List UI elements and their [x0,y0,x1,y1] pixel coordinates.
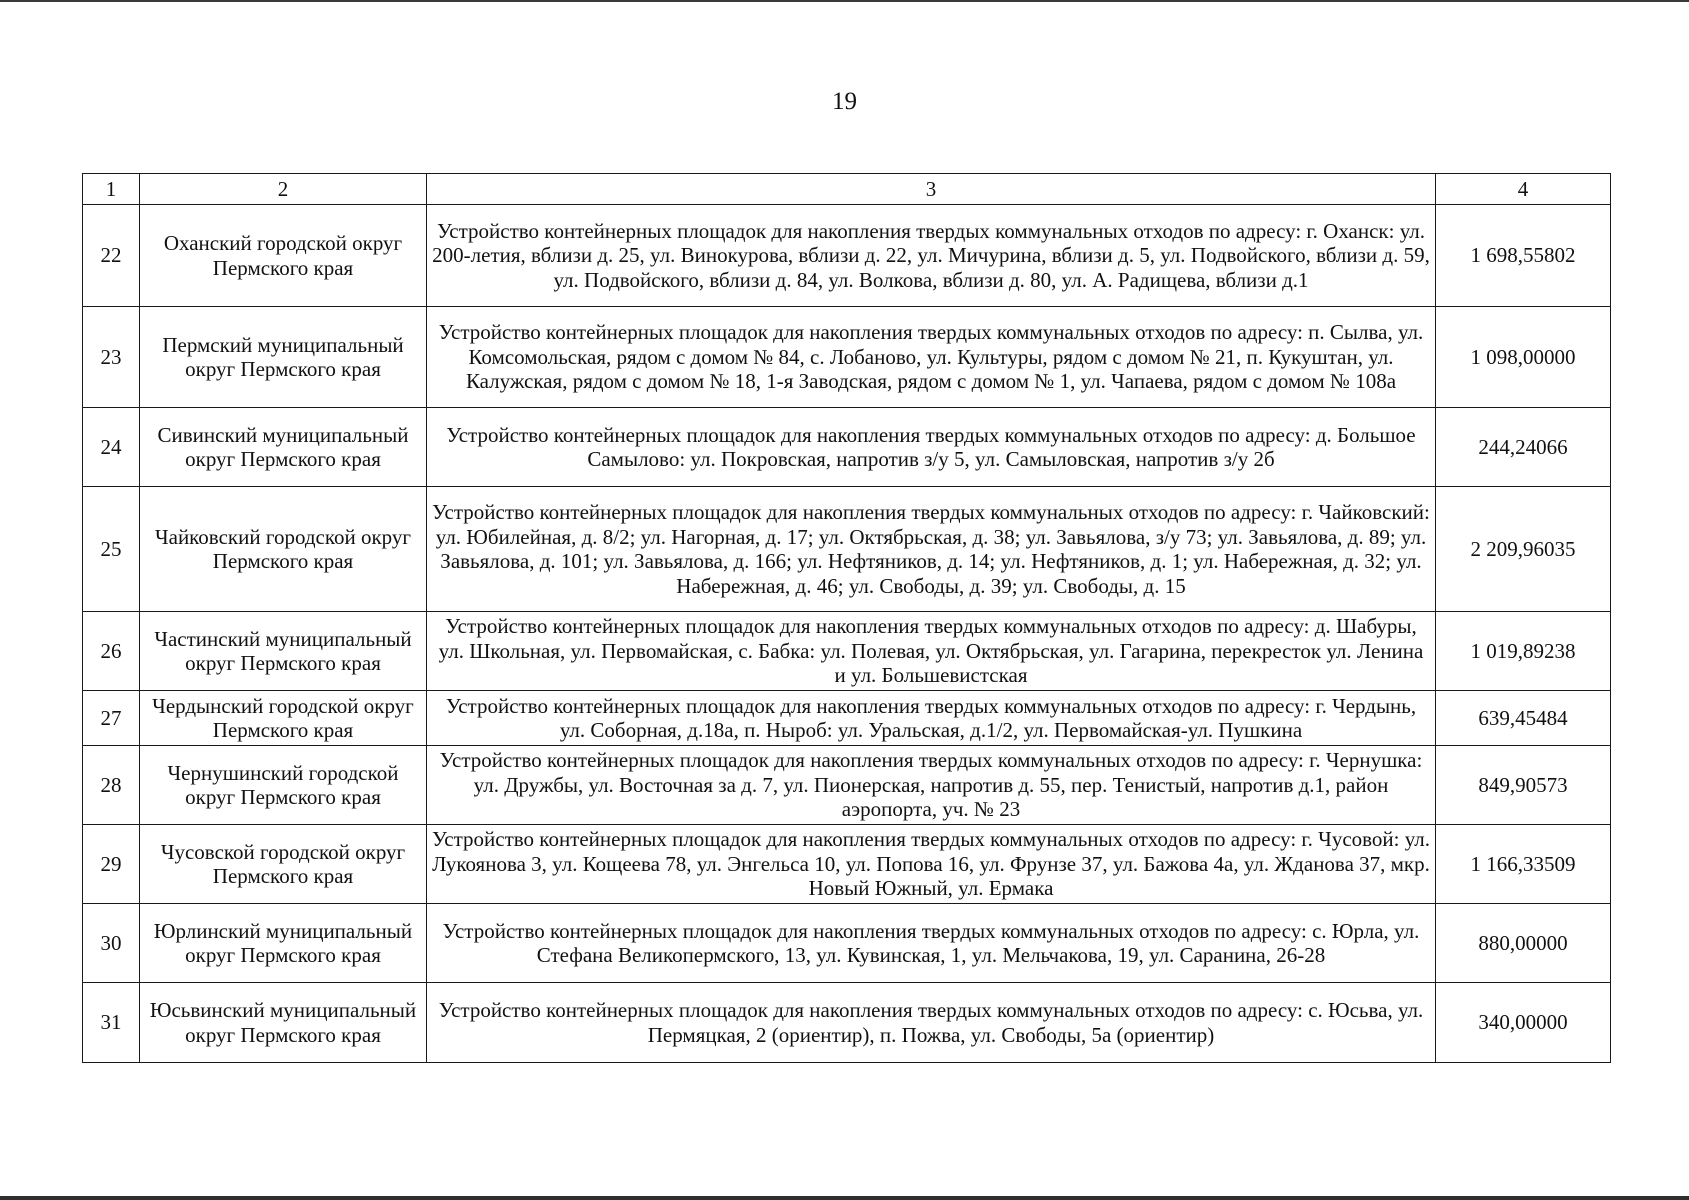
table-row [83,825,1611,904]
row-number: 22 [83,205,140,307]
description-cell: Устройство контейнерных площадок для накопления твердых коммунальных отходов по адресу: г. Чернушка: ул. Дружбы, ул. Восточная за д. 7, ул. Пионерская, напротив д. 55, пер. Тенистый, напротив д.1, район аэропорта, уч. № 23 [427,746,1436,825]
municipality-cell: Чусовской городской округ Пермского края [140,825,427,904]
table-row [83,612,1611,691]
amount-cell: 849,90573 [1436,746,1611,825]
description-cell: Устройство контейнерных площадок для накопления твердых коммунальных отходов по адресу: с. Юсьва, ул. Пермяцкая, 2 (ориентир), п. Пожва, ул. Свободы, 5а (ориентир) [427,983,1436,1063]
data-table [82,173,1611,1063]
header-cell: 4 [1436,174,1611,205]
description-cell: Устройство контейнерных площадок для накопления твердых коммунальных отходов по адресу: г. Чусовой: ул. Лукоянова 3, ул. Кощеева 78, ул. Энгельса 10, ул. Попова 16, ул. Фрунзе 37, ул. Бажова 4а, ул. Жданова 37, мкр. Новый Южный, ул. Ермака [427,825,1436,904]
scan-edge-bottom [0,1196,1689,1200]
amount-cell: 1 698,55802 [1436,205,1611,307]
amount-cell: 639,45484 [1436,691,1611,746]
municipality-cell: Чердынский городской округ Пермского края [140,691,427,746]
row-number: 23 [83,307,140,408]
amount-cell: 340,00000 [1436,983,1611,1063]
amount-cell: 244,24066 [1436,408,1611,487]
table-row [83,691,1611,746]
amount-cell: 1 166,33509 [1436,825,1611,904]
table-row [83,487,1611,612]
description-cell: Устройство контейнерных площадок для накопления твердых коммунальных отходов по адресу: г. Чайковский: ул. Юбилейная, д. 8/2; ул. Нагорная, д. 17; ул. Октябрьская, д. 38; ул. Завьялова, з/у 73; ул. Завьялова, д. 89; ул. Завьялова, д. 101; ул. Завьялова, д. 166; ул. Нефтяников, д. 14; ул. Нефтяников, д. 1; ул. Набережная, д. 32; ул. Набережная, д. 46; ул. Свободы, д. 39; ул. Свободы, д. 15 [427,487,1436,612]
row-number: 28 [83,746,140,825]
description-cell: Устройство контейнерных площадок для накопления твердых коммунальных отходов по адресу: д. Большое Самылово: ул. Покровская, напротив з/у 5, ул. Самыловская, напротив з/у 2б [427,408,1436,487]
row-number: 26 [83,612,140,691]
description-cell: Устройство контейнерных площадок для накопления твердых коммунальных отходов по адресу: п. Сылва, ул. Комсомольская, рядом с домом № 84, с. Лобаново, ул. Культуры, рядом с домом № 21, п. Кукуштан, ул. Калужская, рядом с домом № 18, 1-я Заводская, рядом с домом № 1, ул. Чапаева, рядом с домом № 108а [427,307,1436,408]
amount-cell: 880,00000 [1436,904,1611,983]
header-cell: 2 [140,174,427,205]
municipality-cell: Оханский городской округ Пермского края [140,205,427,307]
row-number: 30 [83,904,140,983]
municipality-cell: Пермский муниципальный округ Пермского края [140,307,427,408]
table-row [83,205,1611,307]
table-row [83,904,1611,983]
description-cell: Устройство контейнерных площадок для накопления твердых коммунальных отходов по адресу: д. Шабуры, ул. Школьная, ул. Первомайская, с. Бабка: ул. Полевая, ул. Октябрьская, ул. Гагарина, перекресток ул. Ленина и ул. Большевистская [427,612,1436,691]
municipality-cell: Чайковский городской округ Пермского края [140,487,427,612]
municipality-cell: Чернушинский городской округ Пермского края [140,746,427,825]
page-number: 19 [832,88,857,115]
row-number: 24 [83,408,140,487]
description-cell: Устройство контейнерных площадок для накопления твердых коммунальных отходов по адресу: г. Оханск: ул. 200-летия, вблизи д. 25, ул. Винокурова, вблизи д. 22, ул. Мичурина, вблизи д. 5, ул. Подвойского, вблизи д. 59, ул. Подвойского, вблизи д. 84, ул. Волкова, вблизи д. 80, ул. А. Радищева, вблизи д.1 [427,205,1436,307]
header-cell: 3 [427,174,1436,205]
row-number: 31 [83,983,140,1063]
municipality-cell: Частинский муниципальный округ Пермского края [140,612,427,691]
description-cell: Устройство контейнерных площадок для накопления твердых коммунальных отходов по адресу: с. Юрла, ул. Стефана Великопермского, 13, ул. Кувинская, 1, ул. Мельчакова, 19, ул. Саранина, 26-28 [427,904,1436,983]
table-header-row [83,174,1611,205]
table-row [83,746,1611,825]
municipality-cell: Юсьвинский муниципальный округ Пермского края [140,983,427,1063]
table-row [83,983,1611,1063]
description-cell: Устройство контейнерных площадок для накопления твердых коммунальных отходов по адресу: г. Чердынь, ул. Соборная, д.18а, п. Ныроб: ул. Уральская, д.1/2, ул. Первомайская-ул. Пушкина [427,691,1436,746]
row-number: 25 [83,487,140,612]
municipality-cell: Юрлинский муниципальный округ Пермского края [140,904,427,983]
amount-cell: 1 098,00000 [1436,307,1611,408]
amount-cell: 2 209,96035 [1436,487,1611,612]
scan-edge-top [0,0,1689,2]
amount-cell: 1 019,89238 [1436,612,1611,691]
row-number: 27 [83,691,140,746]
municipality-cell: Сивинский муниципальный округ Пермского края [140,408,427,487]
header-cell: 1 [83,174,140,205]
row-number: 29 [83,825,140,904]
table-row [83,408,1611,487]
table-row [83,307,1611,408]
